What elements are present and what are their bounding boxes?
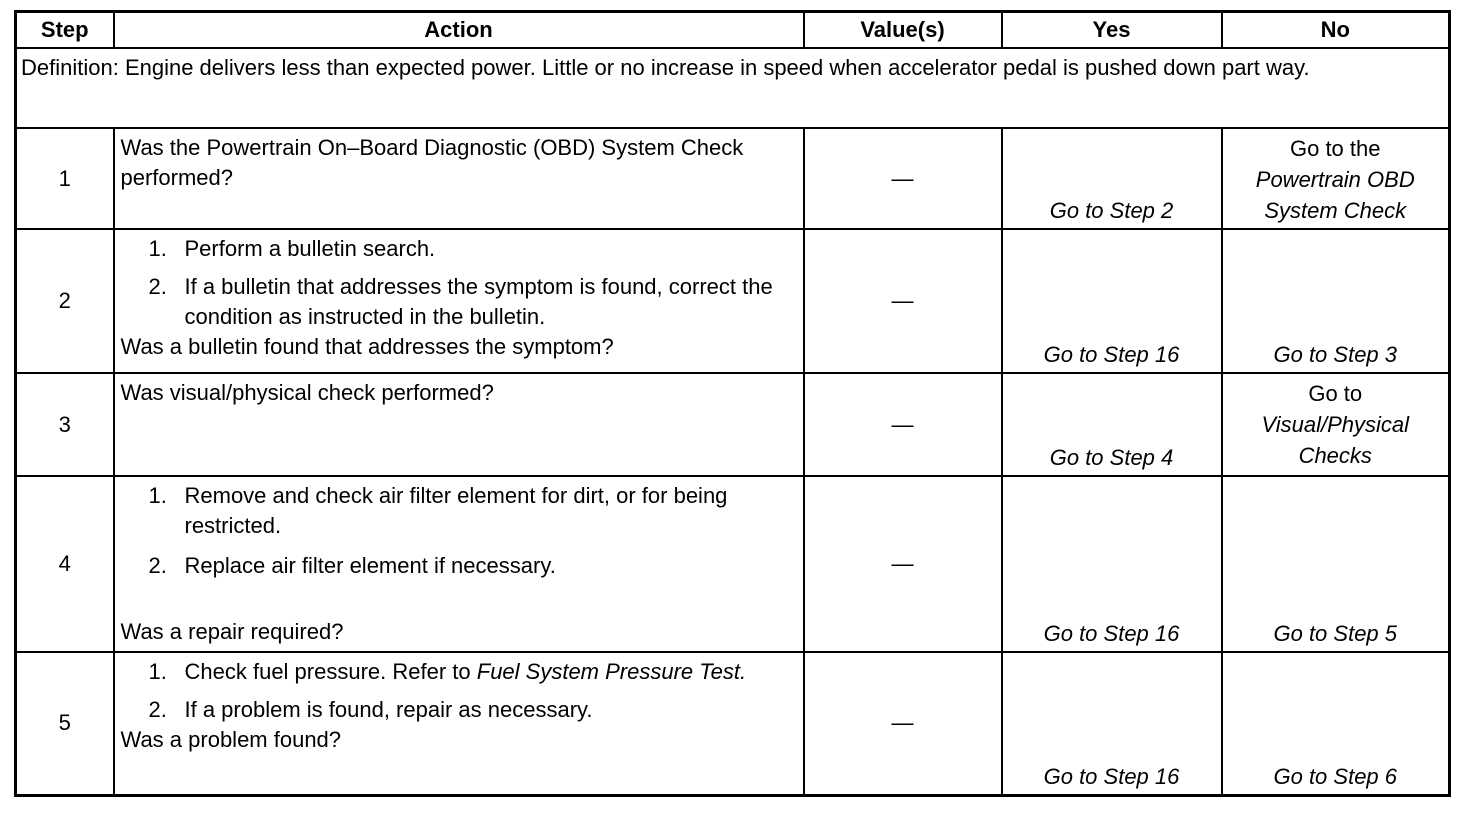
header-no: No	[1222, 12, 1450, 49]
action-cell	[114, 652, 804, 795]
list-item-text	[185, 657, 797, 687]
action-cell	[114, 229, 804, 373]
list-item-text: If a bulletin that addresses the symptom is found, correct the condition as instructed in the bulletin.	[184, 274, 773, 329]
yes-link[interactable]: Go to Step 4	[1002, 373, 1222, 476]
action-list	[121, 657, 797, 725]
action-cell	[114, 476, 804, 652]
list-item-text: Perform a bulletin search.	[184, 236, 436, 261]
list-item	[149, 481, 797, 541]
list-item	[149, 695, 797, 725]
header-row	[16, 12, 1450, 49]
step-number: 1	[16, 128, 114, 229]
definition-text: Definition: Engine delivers less than expected power. Little or no increase in speed when accelerator pedal is pushed down part way.	[16, 48, 1450, 128]
fuel-pressure-test-link[interactable]: Fuel System Pressure Test.	[476, 659, 747, 684]
table-row	[16, 373, 1450, 476]
step-number: 2	[16, 229, 114, 373]
list-item-number: 1.	[148, 236, 167, 261]
yes-link[interactable]: Go to Step 16	[1002, 476, 1222, 652]
no-link-line-1: Visual/Physical	[1261, 412, 1410, 437]
list-item-prefix: Check fuel pressure. Refer to	[184, 659, 477, 684]
value-cell: —	[804, 128, 1002, 229]
list-item-text: If a problem is found, repair as necessary.	[184, 697, 593, 722]
list-item-number: 1.	[148, 659, 167, 684]
no-link[interactable]: Go to Step 5	[1222, 476, 1450, 652]
no-prefix: Go to	[1308, 381, 1363, 406]
list-item-text: Replace air filter element if necessary.	[184, 553, 556, 578]
no-link[interactable]: Go to Step 6	[1222, 652, 1450, 795]
no-link-line-2: System Check	[1264, 198, 1407, 223]
action-question: Was a repair required?	[120, 619, 344, 644]
list-item-number: 1.	[148, 483, 167, 508]
value-cell: —	[804, 476, 1002, 652]
list-item	[149, 657, 797, 687]
header-action: Action	[114, 12, 804, 49]
list-item	[149, 272, 797, 332]
list-item	[149, 551, 797, 581]
step-number: 3	[16, 373, 114, 476]
action-question: Was a bulletin found that addresses the symptom?	[120, 334, 614, 359]
yes-link[interactable]: Go to Step 2	[1002, 128, 1222, 229]
no-link-line-1: Powertrain OBD	[1255, 167, 1415, 192]
action-question: Was the Powertrain On–Board Diagnostic (OBD) System Check performed?	[120, 135, 744, 190]
list-item	[149, 234, 797, 264]
value-cell: —	[804, 373, 1002, 476]
list-item-number: 2.	[148, 274, 167, 299]
value-cell: —	[804, 229, 1002, 373]
table-row	[16, 128, 1450, 229]
value-cell: —	[804, 652, 1002, 795]
no-link[interactable]	[1222, 373, 1450, 476]
yes-link[interactable]: Go to Step 16	[1002, 229, 1222, 373]
step-number: 5	[16, 652, 114, 795]
no-prefix: Go to the	[1289, 136, 1381, 161]
table-row	[16, 229, 1450, 373]
definition-row	[16, 48, 1450, 128]
no-link-line-2: Checks	[1298, 443, 1372, 468]
action-list	[121, 234, 797, 332]
list-item-number: 2.	[148, 697, 167, 722]
header-values: Value(s)	[804, 12, 1002, 49]
yes-link[interactable]: Go to Step 16	[1002, 652, 1222, 795]
action-list	[121, 481, 797, 581]
table-row	[16, 652, 1450, 795]
action-question: Was a problem found?	[120, 727, 342, 752]
header-yes: Yes	[1002, 12, 1222, 49]
diagnostic-table	[14, 10, 1451, 797]
action-cell	[114, 373, 804, 476]
spacer	[121, 581, 797, 617]
action-cell	[114, 128, 804, 229]
list-item-number: 2.	[148, 553, 167, 578]
no-link[interactable]	[1222, 128, 1450, 229]
step-number: 4	[16, 476, 114, 652]
diagnostic-table-page	[14, 10, 1448, 797]
no-link[interactable]: Go to Step 3	[1222, 229, 1450, 373]
table-row	[16, 476, 1450, 652]
header-step: Step	[16, 12, 114, 49]
action-question: Was visual/physical check performed?	[120, 380, 494, 405]
list-item-text: Remove and check air filter element for dirt, or for being restricted.	[184, 483, 728, 538]
